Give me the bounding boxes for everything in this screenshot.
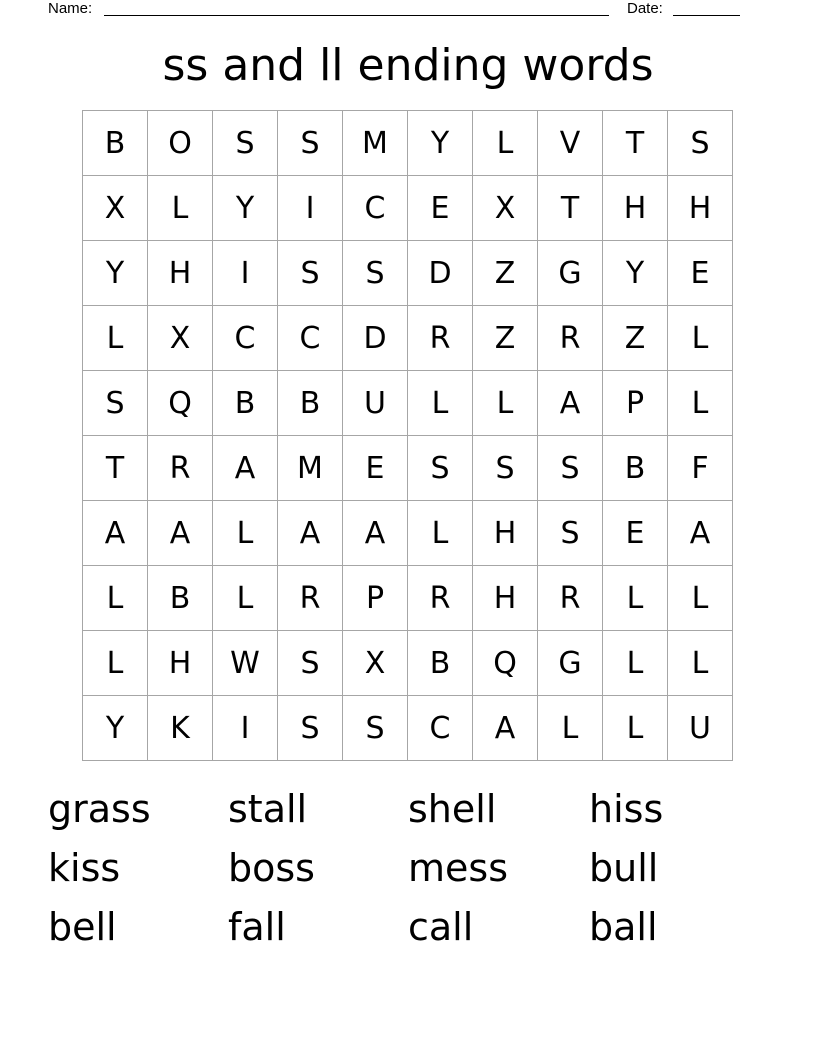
word-list-item: call <box>408 905 474 949</box>
name-blank-line <box>104 0 609 16</box>
grid-cell: K <box>148 696 213 761</box>
grid-cell: L <box>668 306 733 371</box>
grid-cell: B <box>213 371 278 436</box>
grid-cell: V <box>538 111 603 176</box>
word-list-item: bull <box>589 846 659 890</box>
grid-cell: A <box>473 696 538 761</box>
grid-cell: A <box>343 501 408 566</box>
word-list-item: boss <box>228 846 315 890</box>
grid-cell: L <box>538 696 603 761</box>
word-list <box>48 780 788 957</box>
grid-cell: X <box>83 176 148 241</box>
grid-cell: L <box>83 566 148 631</box>
grid-cell: H <box>473 501 538 566</box>
grid-cell: Y <box>213 176 278 241</box>
word-list-item: shell <box>408 787 497 831</box>
word-list-item: kiss <box>48 846 121 890</box>
grid-cell: L <box>668 371 733 436</box>
grid-cell: L <box>148 176 213 241</box>
grid-cell: R <box>408 306 473 371</box>
grid-cell: R <box>538 306 603 371</box>
grid-cell: T <box>538 176 603 241</box>
grid-cell: A <box>278 501 343 566</box>
grid-cell: Y <box>603 241 668 306</box>
grid-cell: B <box>603 436 668 501</box>
grid-cell: P <box>603 371 668 436</box>
word-list-item: ball <box>589 905 658 949</box>
grid-cell: B <box>83 111 148 176</box>
grid-cell: S <box>83 371 148 436</box>
grid-cell: S <box>343 696 408 761</box>
grid-cell: M <box>278 436 343 501</box>
grid-cell: O <box>148 111 213 176</box>
grid-cell: I <box>278 176 343 241</box>
grid-cell: Y <box>83 241 148 306</box>
grid-cell: L <box>473 371 538 436</box>
grid-cell: H <box>473 566 538 631</box>
grid-cell: A <box>148 501 213 566</box>
grid-cell: W <box>213 631 278 696</box>
date-label: Date: <box>627 0 663 17</box>
word-list-item: hiss <box>589 787 664 831</box>
grid-cell: E <box>603 501 668 566</box>
grid-cell: L <box>408 371 473 436</box>
grid-cell: L <box>213 566 278 631</box>
word-list-item: fall <box>228 905 286 949</box>
grid-cell: T <box>83 436 148 501</box>
grid-cell: C <box>408 696 473 761</box>
grid-cell: S <box>278 111 343 176</box>
grid-cell: Y <box>408 111 473 176</box>
grid-cell: L <box>213 501 278 566</box>
grid-cell: D <box>408 241 473 306</box>
grid-cell: C <box>343 176 408 241</box>
date-blank-line <box>673 0 740 16</box>
grid-cell: G <box>538 631 603 696</box>
worksheet-header <box>0 0 816 20</box>
grid-cell: L <box>603 696 668 761</box>
grid-cell: E <box>343 436 408 501</box>
grid-cell: H <box>148 241 213 306</box>
word-list-item: bell <box>48 905 117 949</box>
grid-cell: X <box>473 176 538 241</box>
grid-cell: L <box>83 631 148 696</box>
grid-cell: L <box>668 631 733 696</box>
grid-cell: A <box>83 501 148 566</box>
grid-cell: S <box>213 111 278 176</box>
grid-cell: H <box>148 631 213 696</box>
grid-cell: S <box>408 436 473 501</box>
grid-cell: L <box>408 501 473 566</box>
grid-cell: X <box>148 306 213 371</box>
grid-cell: S <box>278 696 343 761</box>
grid-cell: L <box>473 111 538 176</box>
grid-cell: A <box>538 371 603 436</box>
grid-cell: R <box>538 566 603 631</box>
grid-cell: Q <box>148 371 213 436</box>
grid-cell: S <box>278 631 343 696</box>
grid-cell: U <box>343 371 408 436</box>
grid-cell: E <box>408 176 473 241</box>
grid-cell: D <box>343 306 408 371</box>
grid-cell: U <box>668 696 733 761</box>
word-list-item: mess <box>408 846 508 890</box>
grid-cell: Q <box>473 631 538 696</box>
grid-cell: S <box>538 501 603 566</box>
word-search-grid <box>82 110 733 761</box>
grid-cell: F <box>668 436 733 501</box>
grid-cell: A <box>668 501 733 566</box>
grid-cell: Y <box>83 696 148 761</box>
grid-cell: T <box>603 111 668 176</box>
grid-cell: S <box>473 436 538 501</box>
grid-cell: Z <box>473 306 538 371</box>
grid-cell: R <box>408 566 473 631</box>
grid-cell: Z <box>603 306 668 371</box>
grid-cell: A <box>213 436 278 501</box>
grid-cell: L <box>668 566 733 631</box>
word-list-item: stall <box>228 787 308 831</box>
grid-cell: B <box>408 631 473 696</box>
grid-cell: S <box>343 241 408 306</box>
grid-cell: Z <box>473 241 538 306</box>
word-list-item: grass <box>48 787 151 831</box>
grid-cell: L <box>603 631 668 696</box>
grid-cell: M <box>343 111 408 176</box>
grid-cell: S <box>278 241 343 306</box>
grid-cell: H <box>668 176 733 241</box>
grid-cell: G <box>538 241 603 306</box>
grid-cell: X <box>343 631 408 696</box>
name-label: Name: <box>48 0 93 17</box>
grid-cell: B <box>278 371 343 436</box>
grid-cell: R <box>278 566 343 631</box>
grid-cell: H <box>603 176 668 241</box>
grid-cell: S <box>668 111 733 176</box>
grid-cell: I <box>213 241 278 306</box>
grid-cell: C <box>213 306 278 371</box>
grid-cell: L <box>83 306 148 371</box>
page-title: ss and ll ending words <box>162 40 654 91</box>
grid-cell: S <box>538 436 603 501</box>
grid-cell: R <box>148 436 213 501</box>
grid-cell: E <box>668 241 733 306</box>
grid-cell: I <box>213 696 278 761</box>
grid-cell: C <box>278 306 343 371</box>
grid-cell: P <box>343 566 408 631</box>
grid-cell: L <box>603 566 668 631</box>
grid-cell: B <box>148 566 213 631</box>
